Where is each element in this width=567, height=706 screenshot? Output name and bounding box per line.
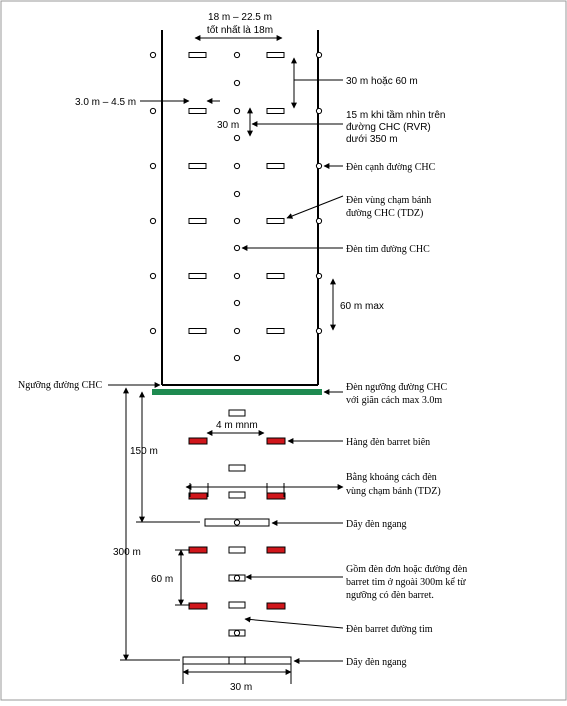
centerline-light	[234, 300, 239, 305]
threshold-label: Ngưỡng đường CHC	[18, 380, 103, 391]
side-barrette	[189, 547, 207, 553]
edge-light	[316, 52, 321, 57]
centerline-light	[234, 355, 239, 360]
dist-150-label: 150 m	[130, 446, 158, 457]
side-barrette	[267, 547, 285, 553]
centerline-light	[234, 108, 239, 113]
threshold-lights-label-2: với giãn cách max 3.0m	[346, 395, 443, 406]
tdz-light-bar	[267, 164, 284, 169]
tdz-light-bar	[189, 164, 206, 169]
tdz-gap-label: 3.0 m – 4.5 m	[75, 97, 137, 108]
dist-60-label: 60 m	[151, 574, 174, 585]
edge-spacing-max-label: 60 m max	[340, 301, 384, 312]
beyond-300-line-1: Gồm đèn đơn hoặc đường đèn	[346, 564, 468, 575]
tdz-light-bar	[189, 329, 206, 334]
runway-width-label: 18 m – 22.5 m	[208, 12, 272, 23]
rvr-note-line-2: đường CHC (RVR)	[346, 122, 431, 133]
approach-centerline-barrette	[229, 547, 245, 553]
side-barrette	[267, 603, 285, 609]
centerline-spacing-label: 30 m	[217, 120, 240, 131]
tdz-light-bar	[267, 219, 284, 224]
approach-lights	[183, 410, 291, 664]
tdz-light-bar	[189, 53, 206, 58]
edge-light	[150, 218, 155, 223]
crossbar-150-label: Dãy đèn ngang	[346, 519, 407, 530]
rvr-note-line-1: 15 m khi tầm nhìn trên	[346, 110, 446, 121]
approach-centerline-barrette	[229, 492, 245, 498]
side-barrette	[267, 493, 285, 499]
runway-width-best-label: tốt nhất là 18m	[206, 25, 274, 36]
edge-light	[316, 163, 321, 168]
labels	[18, 12, 467, 693]
crossbar-center-light	[234, 520, 239, 525]
threshold-light-bar	[152, 389, 322, 395]
edge-light	[316, 218, 321, 223]
edge-light	[150, 273, 155, 278]
approach-centerline-barrette	[229, 602, 245, 608]
threshold-lights-label-1: Đèn ngưỡng đường CHC	[346, 382, 448, 393]
edge-light	[316, 108, 321, 113]
side-barrette	[267, 438, 285, 444]
centerline-light	[234, 273, 239, 278]
rvr-note-line-3: dưới 350 m	[346, 134, 398, 145]
crossbar-300m	[183, 657, 291, 664]
side-barrette	[189, 493, 207, 499]
side-barrette-label: Hàng đèn barret biên	[346, 437, 431, 448]
centerline-light	[234, 218, 239, 223]
beyond-300-line-2: barret tim ở ngoài 300m kể từ	[346, 577, 466, 588]
tdz-spacing-label: 30 m hoặc 60 m	[346, 76, 418, 87]
edge-lights-label: Đèn cạnh đường CHC	[346, 162, 436, 173]
barrette-gap-label: 4 m mnm	[216, 420, 258, 431]
edge-light	[150, 52, 155, 57]
side-barrette	[189, 603, 207, 609]
centerline-barrette-label: Đèn barret đường tim	[346, 624, 433, 635]
edge-light	[150, 108, 155, 113]
approach-centerline-light	[234, 630, 239, 635]
dimension-lines	[108, 38, 343, 684]
tdz-light-bar	[189, 219, 206, 224]
side-barrette	[189, 438, 207, 444]
centerline-light	[234, 163, 239, 168]
centerline-light	[234, 191, 239, 196]
tdz-light-bar	[267, 109, 284, 114]
equal-tdz-label-2: vùng chạm bánh (TDZ)	[346, 486, 441, 497]
dist-300-label: 300 m	[113, 547, 141, 558]
tdz-light-bar	[267, 53, 284, 58]
tdz-lights-label-1: Đèn vùng chạm bánh	[346, 195, 432, 206]
tdz-light-bar	[267, 274, 284, 279]
centerline-light	[234, 245, 239, 250]
centerline-light	[234, 52, 239, 57]
centerline-lights-label: Đèn tim đường CHC	[346, 244, 430, 255]
runway-centerline-lights	[234, 52, 239, 360]
edge-light	[150, 163, 155, 168]
beyond-300-line-3: ngưỡng có đèn barret.	[346, 590, 434, 601]
tdz-light-bar	[267, 329, 284, 334]
crossbar-300-label: Dãy đèn ngang	[346, 657, 407, 668]
centerline-light	[234, 80, 239, 85]
edge-light	[316, 273, 321, 278]
edge-light	[316, 328, 321, 333]
approach-centerline-barrette	[229, 465, 245, 471]
dist-30-label: 30 m	[230, 682, 253, 693]
edge-light	[150, 328, 155, 333]
tdz-light-bar	[189, 274, 206, 279]
approach-centerline-light	[234, 575, 239, 580]
tdz-lights-label-2: đường CHC (TDZ)	[346, 208, 424, 219]
approach-centerline-barrette	[229, 410, 245, 416]
tdz-light-bar	[189, 109, 206, 114]
equal-tdz-label-1: Bằng khoảng cách đèn	[346, 472, 437, 483]
centerline-light	[234, 135, 239, 140]
centerline-light	[234, 328, 239, 333]
